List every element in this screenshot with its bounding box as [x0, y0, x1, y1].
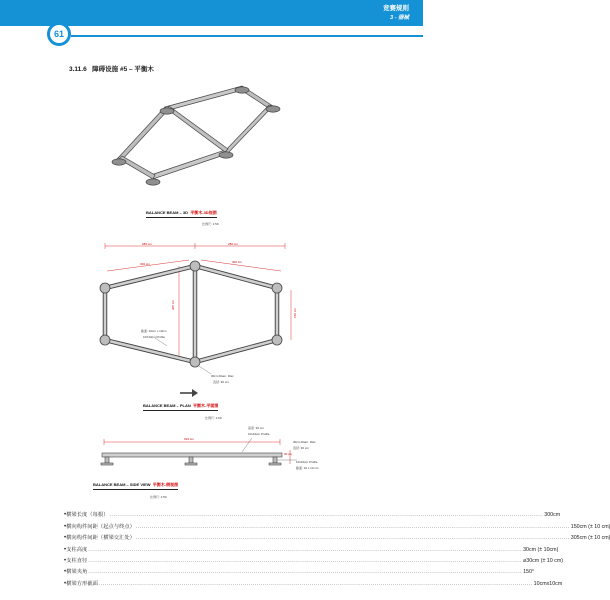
spec-value: 30cm (± 10cm) [523, 546, 559, 553]
figure-3d-scale: 比例尺: 1:50 [202, 222, 219, 226]
spec-value: 300cm [544, 512, 561, 519]
spec-item [64, 530, 610, 542]
spec-label: 支柱高度 [66, 546, 88, 553]
bullet-icon: • [64, 557, 67, 564]
figure-3d-tag: BALANCE BEAM – 3D 平衡木-3D视图 [146, 210, 217, 218]
arrow-icon [180, 389, 198, 397]
spec-value: 10cmx10cm [533, 580, 563, 587]
spec-item [64, 575, 563, 587]
plan-dim-right: 150 cm [293, 308, 297, 318]
leader-dots: ............................................................................................................................................................................................................................ [88, 546, 523, 553]
spec-item [64, 518, 610, 530]
plan-dim-side-left: 300 cm [140, 262, 150, 266]
bullet-icon: • [64, 535, 67, 542]
side-callout-profile: 10x10cm Profile [296, 460, 318, 464]
figure-plan-scale: 比例尺: 1:50 [205, 416, 222, 420]
spec-label: 横梁夹角 [66, 569, 88, 576]
balance-beam-side-drawing [92, 428, 327, 474]
balance-beam-3d-drawing [105, 75, 295, 195]
leader-dots: ............................................................................................................................................................................................................................ [135, 523, 570, 530]
bullet-icon: • [64, 546, 67, 553]
figure-plan-tag: BALANCE BEAM – PLAN 平衡木-平面图 [143, 403, 218, 411]
header-title: 竞赛规则 [383, 5, 409, 12]
bullet-icon: • [64, 523, 67, 530]
figure-side-scale: 比例尺: 1:50 [150, 495, 167, 499]
plan-dim-top-right: 280 cm [228, 242, 238, 246]
page-number: 61 [53, 29, 64, 39]
figure-side-tag: BALANCE BEAM – SIDE VIEW 平衡木-侧视图 [93, 482, 178, 490]
plan-dim-side-right: 300 cm [232, 260, 242, 264]
side-callout-top-profile: 10x10cm Profile [248, 432, 270, 436]
leader-dots: ............................................................................................................................................................................................................................ [109, 512, 544, 519]
spec-list [64, 507, 610, 587]
section-title-text: 障碍设施 #5 – 平衡木 [92, 66, 154, 73]
plan-callout-disc: 30cm Diam. Disc [211, 374, 234, 378]
plan-dim-center: 305 cm [171, 300, 175, 310]
side-callout-top-small: 高度: 30 cm [248, 426, 264, 430]
plan-callout-profile: 10X10cm Profile [143, 335, 166, 339]
leader-dots: ............................................................................................................................................................................................................................ [135, 535, 570, 542]
spec-label: 横梁长度（每根） [66, 512, 109, 519]
spec-item [64, 507, 561, 519]
spec-label: 横向构件间距（起点与终点） [66, 523, 135, 530]
page-number-badge [47, 22, 71, 46]
leader-dots: ............................................................................................................................................................................................................................ [98, 580, 533, 587]
bullet-icon: • [64, 569, 67, 576]
spec-value: 150cm (± 10 cm) [570, 523, 610, 530]
leader-dots: ............................................................................................................................................................................................................................ [88, 557, 523, 564]
header-rule [71, 35, 423, 37]
bullet-icon: • [64, 512, 67, 519]
spec-label: 横向构件间距（横梁交汇处） [66, 535, 135, 542]
spec-label: 横梁方形截面 [66, 580, 98, 587]
plan-dim-top-left: 280 cm [142, 242, 152, 246]
plan-callout-disc-small: 直径: 30 cm [213, 380, 229, 384]
header-subtitle: 3 - 器械 [390, 15, 409, 21]
spec-item [64, 541, 559, 553]
spec-value: 150° [523, 569, 535, 576]
spec-item [64, 553, 564, 564]
bullet-icon: • [64, 580, 67, 587]
section-title [69, 64, 154, 73]
spec-label: 支柱直径 [66, 557, 88, 564]
spec-item [64, 564, 535, 576]
spec-value: ⌀30cm (± 10 cm) [523, 557, 564, 564]
section-number: 3.11.6 [69, 66, 87, 73]
leader-dots: ............................................................................................................................................................................................................................ [88, 569, 523, 576]
side-dim-overall: 610 cm [184, 437, 194, 441]
plan-callout-profile-small: 截面: 10cm x 10cm [141, 329, 167, 333]
side-callout-disc-small: 直径: 30 cm [293, 446, 309, 450]
side-callout-disc: 30cm Diam. Disc [293, 440, 316, 444]
side-dim-right: 30 cm [284, 452, 293, 456]
side-callout-profile-small: 截面: 10 x 10 cm [296, 466, 319, 470]
spec-value: 305cm (± 10 cm) [570, 535, 610, 542]
balance-beam-plan-drawing [95, 238, 305, 378]
